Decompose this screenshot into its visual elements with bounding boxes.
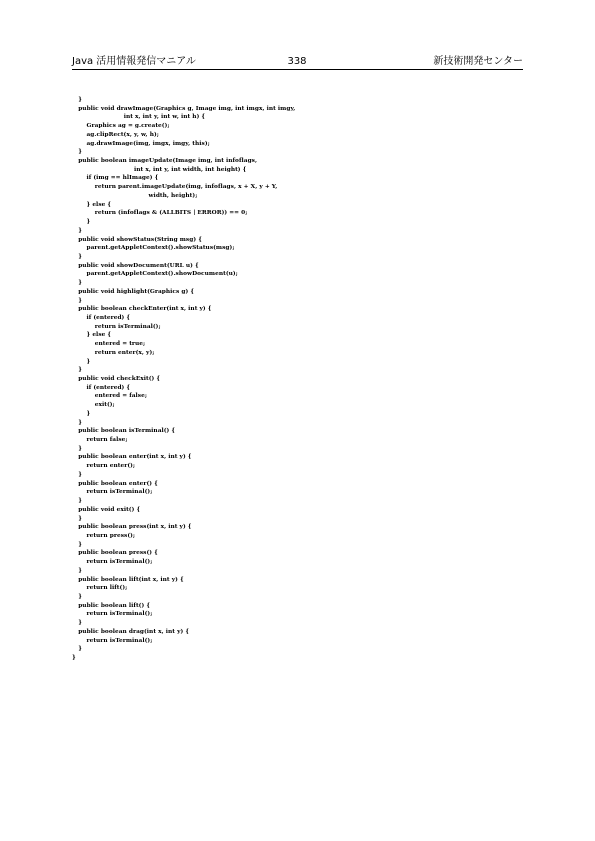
code-line: return isTerminal(); [72, 489, 153, 496]
code-line: } [72, 498, 82, 505]
code-line: int x, int y, int width, int height) { [72, 166, 247, 173]
code-line: } [72, 410, 91, 417]
code-line: int x, int y, int w, int h) { [72, 114, 206, 121]
code-line: if (img == hlImage) { [72, 175, 159, 182]
code-line: public boolean enter(int x, int y) { [72, 454, 192, 461]
code-line: public void checkExit() { [72, 376, 161, 382]
code-line: ag.drawImage(img, imgx, imgy, this); [72, 140, 210, 147]
code-line: width, height); [72, 192, 198, 199]
code-line: public boolean press(int x, int y) { [72, 524, 192, 531]
code-line: } [72, 419, 82, 426]
code-line: parent.getAppletContext().showStatus(msg); [72, 245, 235, 252]
code-line: } [72, 445, 82, 452]
code-line: public boolean isTerminal() { [72, 428, 176, 435]
code-line: return isTerminal(); [72, 559, 153, 566]
code-line: } [72, 358, 91, 365]
header-organization: 新技術開発センター [433, 56, 523, 67]
code-line: } [72, 655, 76, 661]
code-line: } [72, 541, 82, 548]
code-line: return enter(x, y); [72, 349, 155, 356]
code-line: if (entered) { [72, 384, 131, 391]
code-line: public void drawImage(Graphics g, Image img, int imgx, int imgy, [72, 105, 296, 112]
code-line: public boolean lift(int x, int y) { [72, 576, 184, 583]
code-line: exit(); [72, 402, 115, 409]
code-line: } [72, 471, 82, 478]
code-line: entered = false; [72, 393, 148, 400]
code-line: public boolean press() { [72, 550, 158, 557]
code-line: public void exit() { [72, 506, 141, 513]
code-line: } [72, 253, 82, 260]
code-line: } [72, 227, 82, 234]
code-line: return parent.imageUpdate(img, infoflags, x + X, y + Y, [72, 184, 278, 191]
code-line: return isTerminal(); [72, 611, 153, 618]
code-line: } [72, 620, 82, 627]
code-line: } [72, 97, 82, 103]
code-line: } [72, 280, 82, 287]
code-line: return false; [72, 437, 128, 444]
code-line: } [72, 567, 82, 574]
code-line: } else { [72, 201, 112, 208]
page-header [72, 56, 523, 70]
code-line: if (entered) { [72, 314, 131, 321]
code-line: public boolean imageUpdate(Image img, int infoflags, [72, 158, 258, 165]
code-line: public boolean lift() { [72, 602, 151, 609]
code-line: } [72, 149, 82, 156]
code-line: return lift(); [72, 585, 128, 592]
code-line: entered = true; [72, 341, 146, 348]
code-line: public boolean enter() { [72, 480, 158, 487]
code-listing [72, 96, 532, 663]
code-line: Graphics ag = g.create(); [72, 123, 170, 130]
code-line: public boolean drag(int x, int y) { [72, 628, 190, 635]
header-title: Java 活用情報発信マニアル [72, 56, 196, 67]
code-line: return press(); [72, 532, 136, 539]
code-line: return enter(); [72, 463, 136, 470]
code-line: public boolean checkEnter(int x, int y) { [72, 306, 212, 313]
code-line: parent.getAppletContext().showDocument(u); [72, 271, 238, 278]
code-line: } [72, 515, 82, 522]
code-line: return isTerminal(); [72, 637, 153, 644]
header-rule [72, 69, 523, 70]
code-line: } [72, 367, 82, 374]
code-line: ag.clipRect(x, y, w, h); [72, 131, 159, 138]
page-number: 338 [287, 56, 307, 67]
code-line: } else { [72, 332, 112, 339]
code-line: } [72, 646, 82, 653]
code-line: } [72, 593, 82, 600]
code-line: public void showDocument(URL u) { [72, 262, 199, 269]
code-line: return isTerminal(); [72, 323, 161, 330]
code-line: } [72, 297, 82, 304]
code-line: return (infoflags & (ALLBITS | ERROR)) == 0; [72, 210, 248, 217]
code-line: public void highlight(Graphics g) { [72, 288, 195, 295]
code-line: public void showStatus(String msg) { [72, 236, 202, 243]
code-line: } [72, 219, 91, 226]
